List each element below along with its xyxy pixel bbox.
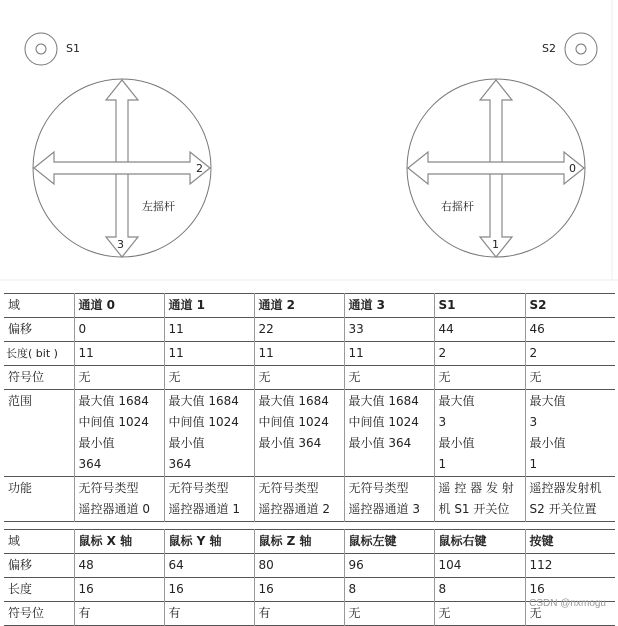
cell-line: 中间值 1024: [168, 415, 239, 429]
cell-line: 最小值 364: [348, 436, 412, 450]
left-stick-label: 左摇杆: [142, 200, 175, 213]
table-cell: [164, 477, 254, 522]
table-header-cell: 鼠标左键: [344, 530, 434, 554]
left-h-channel: 2: [196, 162, 203, 175]
cell-line: 遥控器发射机: [529, 481, 602, 495]
table-cell: 范围: [8, 394, 33, 408]
table-cell: 无: [434, 366, 525, 390]
table-cell: 16: [525, 578, 615, 602]
table-header-cell: 鼠标 X 轴: [74, 530, 164, 554]
left-v-channel: 3: [117, 238, 124, 251]
right-h-channel: 0: [569, 162, 576, 175]
cell-line: 中间值 1024: [258, 415, 329, 429]
cell-line: 最小值: [438, 436, 475, 450]
table-cell: [434, 390, 525, 477]
s2-label: S2: [542, 42, 556, 55]
table-cell: 符号位: [8, 606, 45, 620]
cell-line: 中间值 1024: [78, 415, 149, 429]
table-cell: 偏移: [8, 558, 33, 572]
table-cell: 无: [434, 602, 525, 626]
table-cell: 有: [74, 602, 164, 626]
table-cell: 偏移: [8, 322, 33, 336]
table-cell: [344, 390, 434, 477]
table-row: [4, 477, 615, 522]
table-cell: 44: [434, 318, 525, 342]
s2-switch-icon: [565, 33, 597, 65]
table-cell: 96: [344, 554, 434, 578]
table-header-row: [4, 294, 615, 318]
table-row: [4, 554, 615, 578]
table-cell: 112: [525, 554, 615, 578]
cell-line: 无符号类型: [78, 481, 139, 495]
cell-line: 最小值 364: [258, 436, 322, 450]
cell-line: S2 开关位置: [529, 502, 597, 516]
joystick-diagram: [0, 0, 618, 285]
table-header-cell: 通道 2: [254, 294, 344, 318]
table-header-cell: 域: [8, 298, 21, 312]
table-cell: 104: [434, 554, 525, 578]
table-cell: [164, 390, 254, 477]
table-cell: [434, 477, 525, 522]
cell-line: 364: [168, 457, 192, 471]
table-cell: 无: [254, 366, 344, 390]
cell-line: 无符号类型: [348, 481, 409, 495]
table-cell: [254, 477, 344, 522]
table-cell: 无: [74, 366, 164, 390]
table-row: [4, 602, 615, 626]
table-row: [4, 390, 615, 477]
table-cell: 功能: [8, 481, 33, 495]
csdn-watermark: CSDN @nxmogu: [529, 598, 606, 609]
table-cell: 16: [254, 578, 344, 602]
cell-line: 364: [78, 457, 102, 471]
table-header-cell: 通道 0: [74, 294, 164, 318]
cell-line: 1: [438, 457, 447, 471]
table-cell: 64: [164, 554, 254, 578]
cell-line: 遥 控 器 发 射: [438, 481, 514, 495]
table-cell: 11: [164, 318, 254, 342]
cell-line: 无符号类型: [168, 481, 229, 495]
table-header-row: [4, 530, 615, 554]
right-stick-label: 右摇杆: [441, 200, 474, 213]
s1-switch-icon: [25, 33, 57, 65]
table-cell: 46: [525, 318, 615, 342]
table-cell: 无: [164, 366, 254, 390]
table-cell: [525, 390, 615, 477]
cell-line: 3: [529, 415, 538, 429]
cell-line: 最大值 1684: [348, 394, 419, 408]
table-row: [4, 366, 615, 390]
table-header-cell: S1: [434, 294, 525, 318]
table-cell: 有: [164, 602, 254, 626]
channel-table: [4, 293, 615, 522]
table-cell: 11: [164, 342, 254, 366]
cell-line: 最大值 1684: [258, 394, 329, 408]
table-header-cell: S2: [525, 294, 615, 318]
cell-line: 遥控器通道 0: [78, 502, 150, 516]
table-cell: 无: [525, 366, 615, 390]
table-cell: 33: [344, 318, 434, 342]
mouse-key-table: [4, 529, 615, 626]
table-cell: [525, 477, 615, 522]
table-cell: 无: [344, 366, 434, 390]
cell-line: 最小值: [168, 436, 205, 450]
table-header-cell: 按键: [525, 530, 615, 554]
cell-line: 遥控器通道 2: [258, 502, 330, 516]
table-cell: 11: [344, 342, 434, 366]
cell-line: 最小值: [78, 436, 115, 450]
table-cell: [74, 390, 164, 477]
cell-line: 遥控器通道 3: [348, 502, 420, 516]
table-cell: 8: [434, 578, 525, 602]
table-cell: 11: [254, 342, 344, 366]
table-cell: [254, 390, 344, 477]
cell-line: 遥控器通道 1: [168, 502, 240, 516]
table-cell: 符号位: [8, 370, 45, 384]
cell-line: 1: [529, 457, 538, 471]
cell-line: 最大值: [438, 394, 475, 408]
cell-line: 无符号类型: [258, 481, 319, 495]
table-cell: 11: [74, 342, 164, 366]
cell-line: 中间值 1024: [348, 415, 419, 429]
table-cell: [344, 477, 434, 522]
table-cell: 48: [74, 554, 164, 578]
table-cell: 16: [164, 578, 254, 602]
table-cell: 16: [74, 578, 164, 602]
cell-line: 3: [438, 415, 447, 429]
table-cell: 长度: [8, 582, 33, 596]
table-header-cell: 域: [8, 534, 21, 548]
cell-line: 最大值 1684: [78, 394, 149, 408]
cell-line: 最小值: [529, 436, 566, 450]
table-header-cell: 鼠标 Z 轴: [254, 530, 344, 554]
table-cell: 22: [254, 318, 344, 342]
table-cell: 长度( bit ): [6, 347, 58, 360]
table-row: [4, 342, 615, 366]
cell-line: 最大值: [529, 394, 566, 408]
table-cell: 有: [254, 602, 344, 626]
table-cell: 0: [74, 318, 164, 342]
table-header-cell: 通道 1: [164, 294, 254, 318]
table-row: [4, 578, 615, 602]
table-cell: [74, 477, 164, 522]
table-header-cell: 鼠标 Y 轴: [164, 530, 254, 554]
table-cell: 无: [344, 602, 434, 626]
table-cell: 80: [254, 554, 344, 578]
table-row: [4, 318, 615, 342]
table-header-cell: 鼠标右键: [434, 530, 525, 554]
table-header-cell: 通道 3: [344, 294, 434, 318]
cell-line: 机 S1 开关位: [438, 502, 510, 516]
cell-line: 最大值 1684: [168, 394, 239, 408]
table-cell: 2: [525, 342, 615, 366]
table-cell: 2: [434, 342, 525, 366]
table-cell: 无: [525, 602, 615, 626]
s1-label: S1: [66, 42, 80, 55]
table-cell: 8: [344, 578, 434, 602]
right-v-channel: 1: [492, 238, 499, 251]
